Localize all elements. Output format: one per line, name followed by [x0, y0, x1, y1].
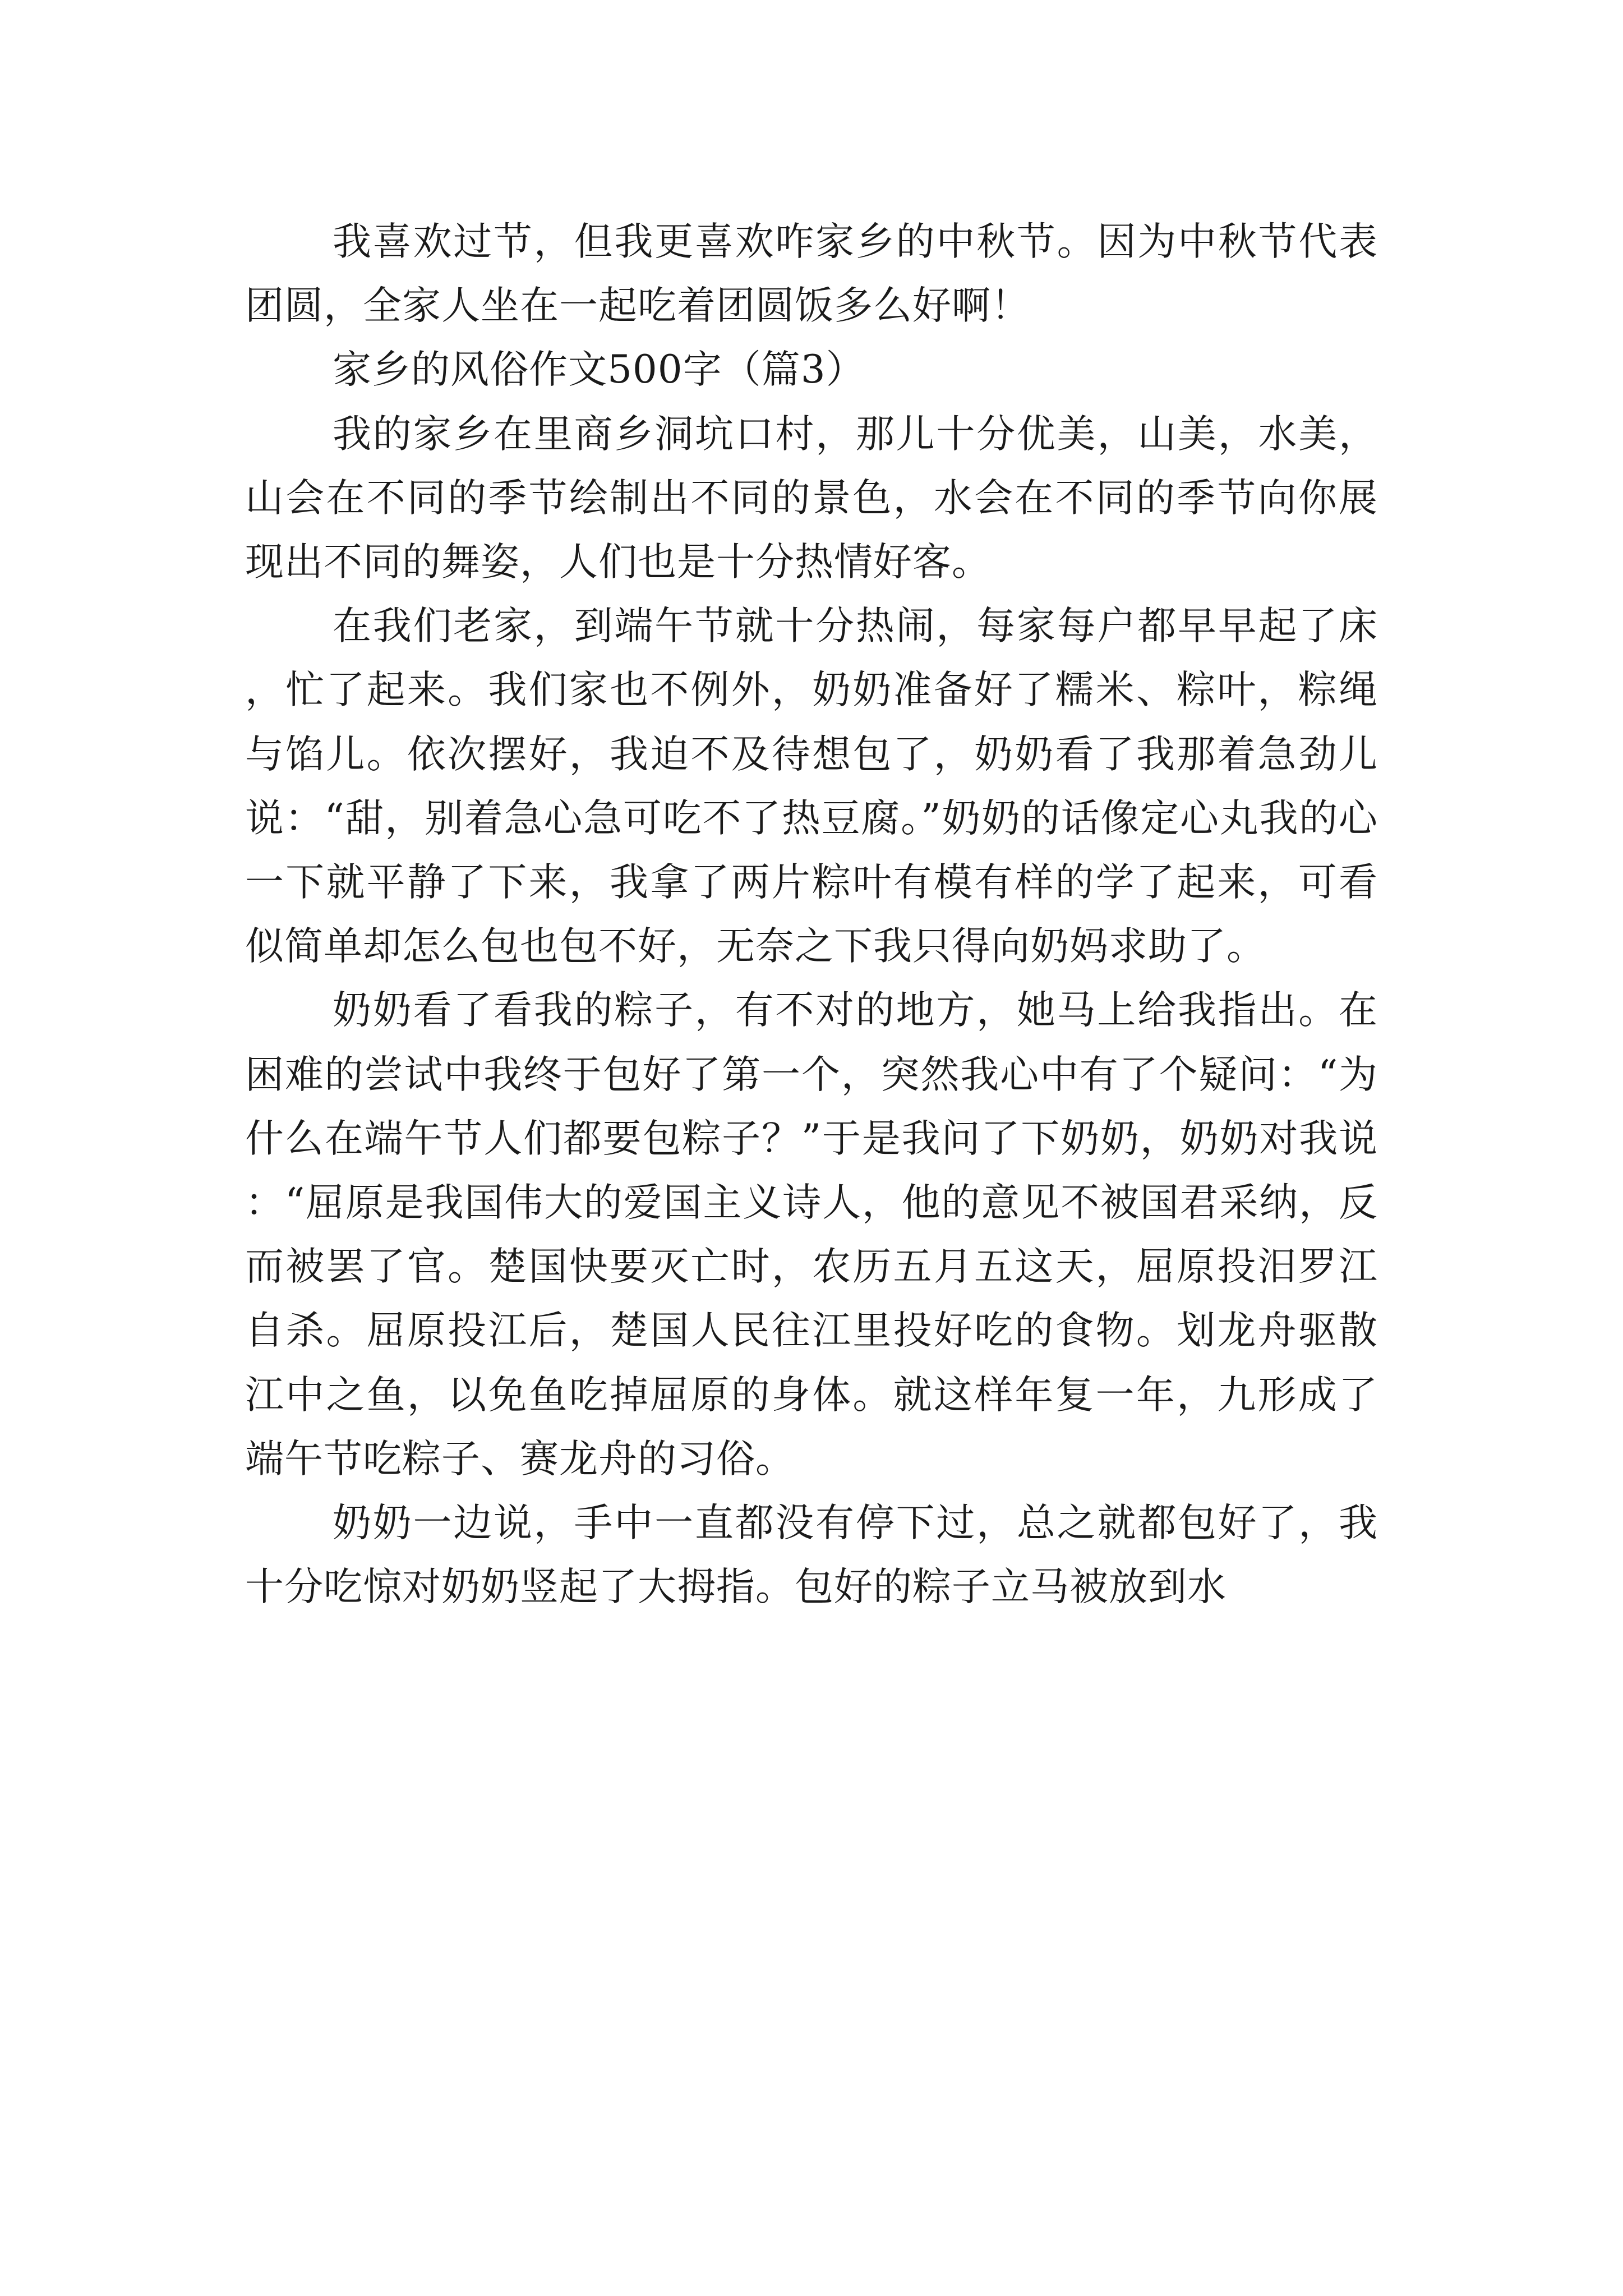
section-heading: 家乡的风俗作文500字（篇3） — [333, 347, 865, 393]
paragraph-wrapping: 奶奶一边说，手中一直都没有停下过，总之就都包好了，我十分吃惊对奶奶竖起了大拇指。包好的粽子立马被放到水 — [245, 1501, 1378, 1610]
paragraph-mid-autumn: 我喜欢过节，但我更喜欢咋家乡的中秋节。因为中秋节代表团圆，全家人坐在一起吃着团圆饭多么好啊！ — [245, 219, 1378, 329]
paragraph-hometown: 我的家乡在里商乡洞坑口村，那儿十分优美，山美，水美，山会在不同的季节绘制出不同的景色，水会在不同的季节向你展现出不同的舞姿，人们也是十分热情好客。 — [245, 411, 1378, 585]
paragraph-qu-yuan: 奶奶看了看我的粽子，有不对的地方，她马上给我指出。在困难的尝试中我终于包好了第一个，突然我心中有了个疑问：“为什么在端午节人们都要包粽子？”于是我问了下奶奶，奶奶对我说：“屈原是我国伟大的爱国主义诗人，他的意见不被国君采纳，反而被罢了官。楚国快要灭亡时，农历五月五这天，屈原投汨罗江自杀。屈原投江后，楚国人民往江里投好吃的食物。划龙舟驱散江中之鱼，以免鱼吃掉屈原的身体。就这样年复一年，九形成了端午节吃粽子、赛龙舟的习俗。 — [245, 988, 1378, 1481]
document-body — [245, 210, 1378, 1619]
paragraph-dragon-boat: 在我们老家，到端午节就十分热闹，每家每户都早早起了床，忙了起来。我们家也不例外，奶奶准备好了糯米、粽叶，粽绳与馅儿。依次摆好，我迫不及待想包了，奶奶看了我那着急劲儿说：“甜，别着急心急可吃不了热豆腐。”奶奶的话像定心丸我的心一下就平静了下来，我拿了两片粽叶有模有样的学了起来，可看似简单却怎么包也包不好，无奈之下我只得向奶妈求助了。 — [245, 604, 1378, 969]
